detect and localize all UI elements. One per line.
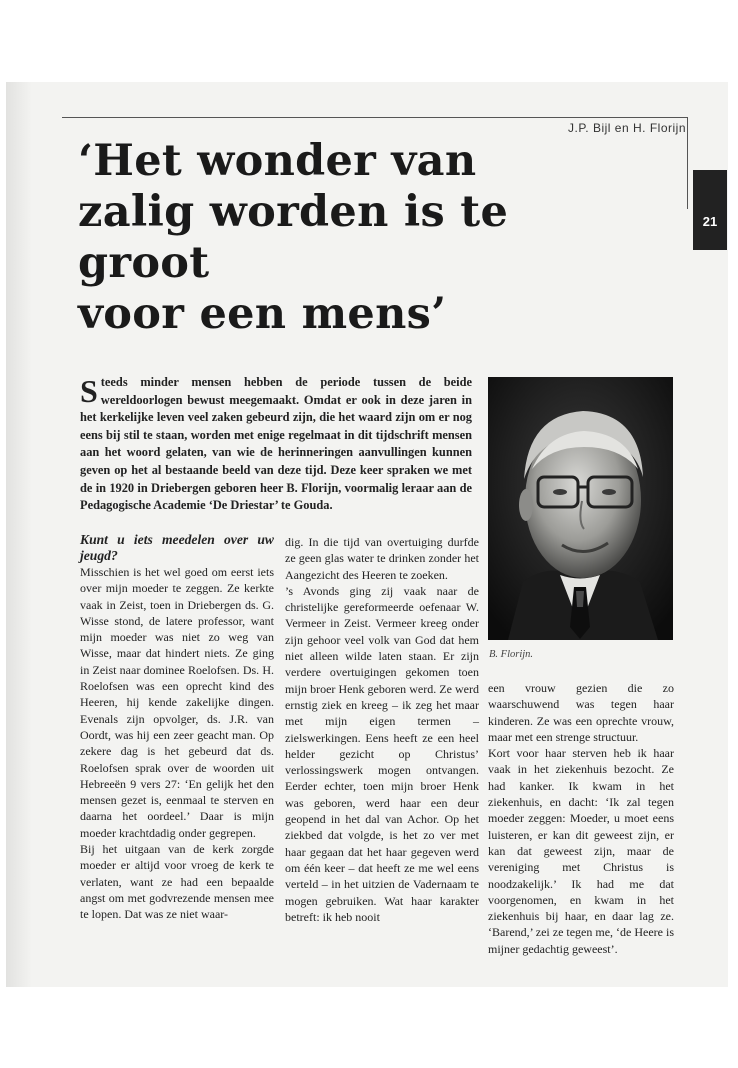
body-paragraph: Misschien is het wel goed om eerst iets over mijn moeder te zeggen. Ze kerkte vaak in Zeist, toen in Driebergen ds. G. Wisse stond, de latere professor, want mijn moeder was niet zo weg van Wisse, maar dat hindert niets. Ze ging in Zeist naar dominee Roelofsen. Ds. H. Roelofsen was een oprecht kind des Heeren, hij kende zakelijke dingen. Evenals zijn opvolger, ds. J.R. van Oordt, was hij een zeer geacht man. Op zekere dag is het gebeurd dat ds. Roelofsen sprak over de woorden uit Hebreeën 9 vers 27: ‘En gelijk het den mensen gezet is, eenmaal te sterven en daarna het oordeel.’ Daar is mijn moeder krachtdadig onder gegrepen. xyxy=(80,565,274,840)
page-gutter-shadow xyxy=(6,82,32,987)
interview-question: Kunt u iets meedelen over uw jeugd? xyxy=(80,532,274,563)
page-number: 21 xyxy=(702,214,718,229)
article-intro xyxy=(80,374,472,515)
body-paragraph: dig. In die tijd van overtuiging durfde ze geen glas water te drinken zonder het Aangezicht des Heeren te zoeken. xyxy=(285,535,479,582)
intro-text: teeds minder mensen hebben de periode tussen de beide wereldoorlogen bewust meegemaakt. Omdat er ook in deze jaren in het kerkelijke leven veel zaken gebeurd zijn, die het waard zijn om er nog eens bij stil te staan, worden met enige regelmaat in dit tijdschrift mensen aan het woord gelaten, van wie de herinneringen aanvullingen kunnen geven op het al bestaande beeld van deze tijd. Deze keer spraken we met de in 1920 in Driebergen geboren heer B. Florijn, voormalig leraar aan de Pedagogische Academie ‘De Driestar’ te Gouda. xyxy=(80,375,472,513)
body-column-3 xyxy=(488,680,674,957)
drop-cap: S xyxy=(80,373,98,409)
photo-caption: B. Florijn. xyxy=(489,649,534,660)
body-paragraph: Bij het uitgaan van de kerk zorgde moeder er altijd voor vroeg de kerk te verlaten, want ze had een bepaalde angst om met godvrezende mensen mee te lopen. Dat was ze niet waar- xyxy=(80,842,274,922)
header-rule-vertical xyxy=(687,117,688,209)
body-paragraph: Kort voor haar sterven heb ik haar vaak in het ziekenhuis bezocht. Ze had kanker. Ik kwam in het ziekenhuis, en dacht: ‘Ik zal tegen moeder zeggen: Moeder, u moet eens luisteren, er kan dit geweest zijn, er kan dat geweest zijn, maar de vereniging met Christus is noodzakelijk.’ Ik had me dat voorgenomen, en kwam in het ziekenhuis bij haar, en daar lag ze. ‘Barend,’ zei ze tegen me, ‘de Heere is mijner gedachtig geweest’. xyxy=(488,746,675,956)
title-line: voor een mens’ xyxy=(78,289,447,339)
authors-byline: J.P. Bijl en H. Florijn xyxy=(568,121,686,135)
body-paragraph: ’s Avonds ging zij vaak naar de christelijke gereformeerde oefenaar W. Vermeer in Zeist. Vermeer kreeg onder zijn gehoor veel volk van God dat hem niet alleen wilde laten staan. Er zijn verdere overtuigingen gekomen toen mijn broer Henk geboren werd. Ze werd ernstig ziek en kreeg – ik zeg het maar met mijn eigen termen – zielswerkingen. Eens heeft ze een heel helder gezicht op Christus’ verlossingswerk mogen ontvangen. Eerder echter, toen mijn broer Henk was geboren, werd haar een deur geopend in het dal van Achor. Op het ziekbed dat volgde, is het zo ver met haar gegaan dat het haar gegeven werd om één keer – dat heeft ze me wel eens verteld – in het uitzien de Vadernaam te mogen gebruiken. Wat haar karakter betreft: ik heb nooit xyxy=(285,583,479,924)
body-paragraph: een vrouw gezien die zo waarschuwend was tegen haar kinderen. Ze was een oprechte vrouw, maar met een strenge structuur. xyxy=(488,681,674,744)
body-column-1 xyxy=(80,532,274,923)
title-line: ‘Het wonder van xyxy=(78,136,477,186)
title-line: zalig worden is te groot xyxy=(78,187,509,288)
portrait-photo xyxy=(488,377,673,640)
body-column-2 xyxy=(285,534,479,925)
header-rule xyxy=(62,117,688,118)
article-title xyxy=(78,136,638,340)
page-number-tab xyxy=(693,170,727,250)
